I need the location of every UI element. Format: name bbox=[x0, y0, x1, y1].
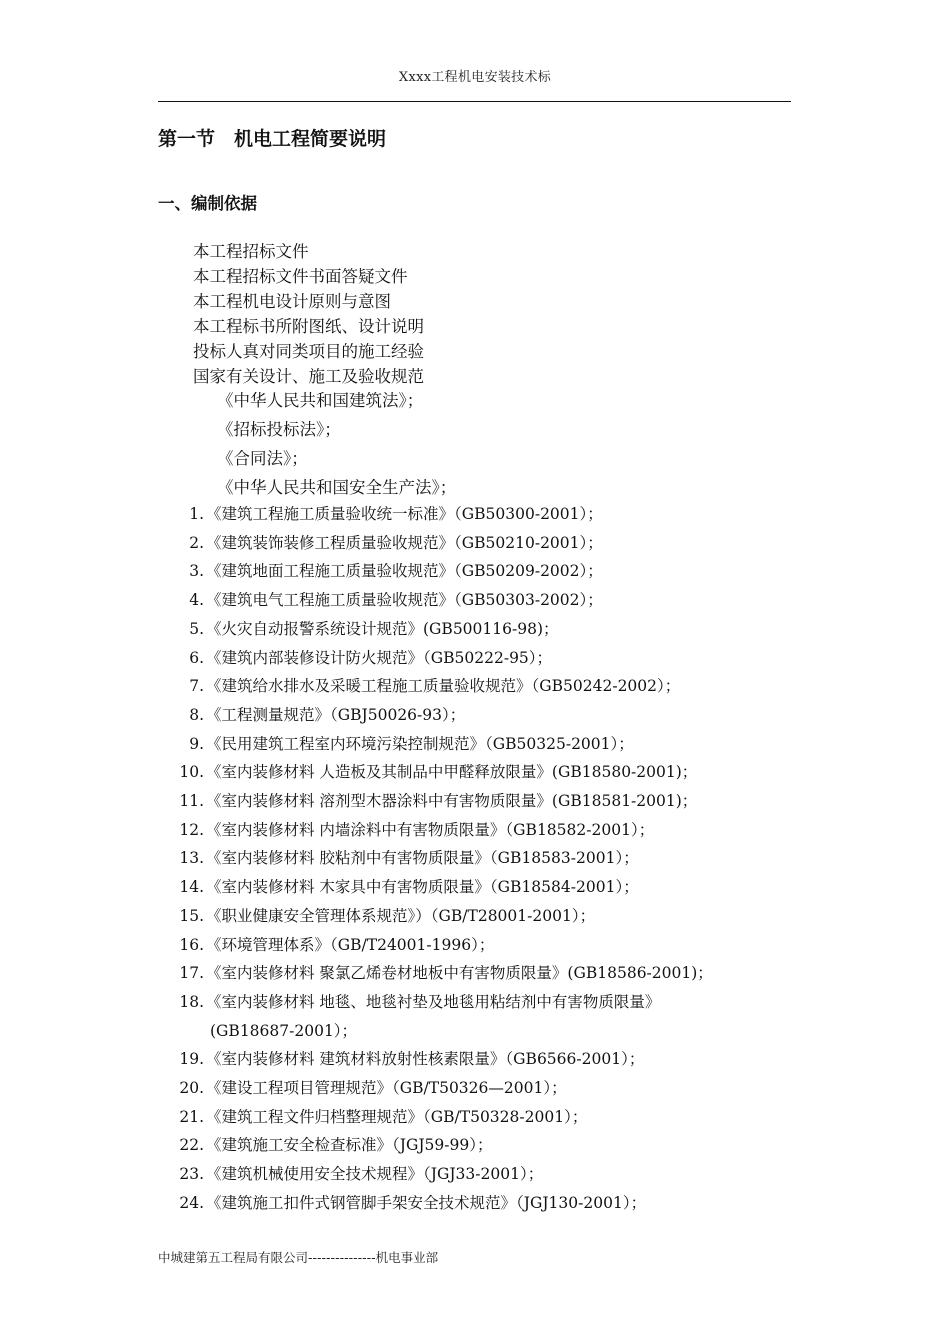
subsection-title: 一、编制依据 bbox=[158, 194, 257, 213]
standard-number: 6. bbox=[189, 648, 204, 667]
standard-item bbox=[158, 1045, 808, 1074]
standard-item bbox=[158, 644, 808, 673]
standard-number: 23. bbox=[179, 1165, 204, 1184]
standard-number: 9. bbox=[189, 734, 204, 753]
standard-text: 《室内装修材料 地毯、地毯衬垫及地毯用粘结剂中有害物质限量》 bbox=[206, 992, 661, 1011]
standard-number: 12. bbox=[179, 820, 204, 839]
standard-number: 17. bbox=[179, 964, 204, 983]
standard-text: 《室内装修材料 胶粘剂中有害物质限量》（GB18583-2001）； bbox=[206, 849, 639, 868]
standard-item bbox=[158, 902, 808, 931]
standard-item bbox=[158, 1103, 808, 1132]
section-title: 第一节 机电工程简要说明 bbox=[158, 128, 387, 150]
page-header: Xxxx工程机电安装技术标 bbox=[398, 70, 552, 85]
standard-item bbox=[158, 1189, 808, 1218]
standard-number: 15. bbox=[179, 906, 204, 925]
standard-number: 5. bbox=[189, 619, 204, 638]
standard-item bbox=[158, 1074, 808, 1103]
standard-number: 8. bbox=[189, 705, 204, 724]
standard-item bbox=[158, 988, 808, 1017]
basis-item: 本工程机电设计原则与意图 bbox=[193, 292, 391, 311]
standard-text: 《职业健康安全管理体系规范》）（GB/T28001-2001）； bbox=[206, 906, 596, 925]
basis-item: 国家有关设计、施工及验收规范 bbox=[193, 367, 424, 386]
standard-text: 《环境管理体系》（GB/T24001-1996）； bbox=[206, 935, 495, 954]
standard-text: 《室内装修材料 溶剂型木器涂料中有害物质限量》(GB18581-2001)； bbox=[206, 792, 698, 811]
standard-item bbox=[158, 557, 808, 586]
basis-item: 本工程招标文件 bbox=[193, 242, 309, 261]
standard-number: 7. bbox=[189, 677, 204, 696]
standard-text: 《火灾自动报警系统设计规范》(GB500116-98)； bbox=[206, 619, 559, 638]
standard-text: 《室内装修材料 建筑材料放射性核素限量》（GB6566-2001）； bbox=[206, 1050, 645, 1069]
standard-item bbox=[158, 701, 808, 730]
standard-text: 《建筑施工安全检查标准》（JGJ59-99）； bbox=[206, 1136, 493, 1155]
standard-number: 2. bbox=[189, 533, 204, 552]
standard-number: 19. bbox=[179, 1050, 204, 1069]
standard-text: 《室内装修材料 木家具中有害物质限量》（GB18584-2001）； bbox=[206, 878, 639, 897]
standard-text: 《建筑装饰装修工程质量验收规范》（GB50210-2001）； bbox=[206, 533, 603, 552]
header-rule bbox=[158, 101, 791, 102]
standard-number: 20. bbox=[179, 1079, 204, 1098]
basis-item: 投标人真对同类项目的施工经验 bbox=[193, 342, 424, 361]
standard-text: 《工程测量规范》（GBJ50026-93）； bbox=[206, 705, 466, 724]
basis-item: 本工程标书所附图纸、设计说明 bbox=[193, 317, 424, 336]
standard-item bbox=[158, 931, 808, 960]
standard-text: 《建筑机械使用安全技术规程》（JGJ33-2001）； bbox=[206, 1165, 544, 1184]
standard-text: 《建筑给水排水及采暖工程施工质量验收规范》（GB50242-2002）； bbox=[206, 677, 681, 696]
standard-number: 22. bbox=[179, 1136, 204, 1155]
standard-item bbox=[158, 873, 808, 902]
standard-number: 16. bbox=[179, 935, 204, 954]
standard-text: 《室内装修材料 聚氯乙烯卷材地板中有害物质限量》(GB18586-2001)； bbox=[206, 964, 713, 983]
standard-number: 11. bbox=[179, 792, 204, 811]
standard-number: 21. bbox=[179, 1107, 204, 1126]
standard-number: 1. bbox=[189, 505, 204, 523]
standard-item bbox=[158, 500, 808, 529]
standard-number: 14. bbox=[179, 878, 204, 897]
standard-number: 24. bbox=[179, 1193, 204, 1212]
standard-number: 18. bbox=[179, 992, 204, 1011]
standard-text: 《建筑内部装修设计防火规范》（GB50222-95）； bbox=[206, 648, 553, 667]
standards-list bbox=[158, 500, 808, 1218]
standard-item bbox=[158, 758, 808, 787]
standard-item bbox=[158, 844, 808, 873]
law-list bbox=[217, 386, 456, 502]
standard-text: 《建筑工程文件归档整理规范》（GB/T50328-2001）； bbox=[206, 1107, 588, 1126]
law-item: 《合同法》； bbox=[217, 449, 308, 468]
standard-item bbox=[158, 959, 808, 988]
law-item: 《中华人民共和国安全生产法》； bbox=[217, 478, 457, 497]
standard-text: 《建筑地面工程施工质量验收规范》（GB50209-2002）； bbox=[206, 562, 603, 581]
standard-item bbox=[158, 672, 808, 701]
standard-item bbox=[158, 586, 808, 615]
standard-number: 4. bbox=[189, 591, 204, 610]
standard-text: 《建筑工程施工质量验收统一标准》（GB50300-2001）； bbox=[206, 505, 603, 523]
standard-text: 《室内装修材料 内墙涂料中有害物质限量》（GB18582-2001）； bbox=[206, 820, 655, 839]
standard-number: 13. bbox=[179, 849, 204, 868]
standard-text: 《建筑电气工程施工质量验收规范》（GB50303-2002）； bbox=[206, 591, 603, 610]
standard-item bbox=[158, 529, 808, 558]
page-footer: 中城建第五工程局有限公司---------------机电事业部 bbox=[158, 1250, 439, 1265]
standard-text: 《建筑施工扣件式钢管脚手架安全技术规范》（JGJ130-2001）； bbox=[206, 1193, 647, 1212]
law-item: 《招标投标法》； bbox=[217, 420, 341, 439]
standard-item bbox=[158, 730, 808, 759]
basis-item: 本工程招标文件书面答疑文件 bbox=[193, 267, 408, 286]
standard-item bbox=[158, 816, 808, 845]
standard-number: 10. bbox=[179, 763, 204, 782]
standard-text: 《民用建筑工程室内环境污染控制规范》（GB50325-2001）； bbox=[206, 734, 634, 753]
law-item: 《中华人民共和国建筑法》； bbox=[217, 391, 424, 410]
standard-number: 3. bbox=[189, 562, 204, 581]
standard-item bbox=[158, 1131, 808, 1160]
standard-text: 《室内装修材料 人造板及其制品中甲醛释放限量》(GB18580-2001)； bbox=[206, 763, 698, 782]
standard-item bbox=[158, 787, 808, 816]
basis-list bbox=[193, 239, 424, 389]
standard-text: 《建设工程项目管理规范》（GB/T50326—2001）； bbox=[206, 1079, 567, 1098]
standard-item bbox=[158, 1160, 808, 1189]
standard-item-continuation: (GB18687-2001）； bbox=[210, 1021, 358, 1040]
standard-item bbox=[158, 615, 808, 644]
